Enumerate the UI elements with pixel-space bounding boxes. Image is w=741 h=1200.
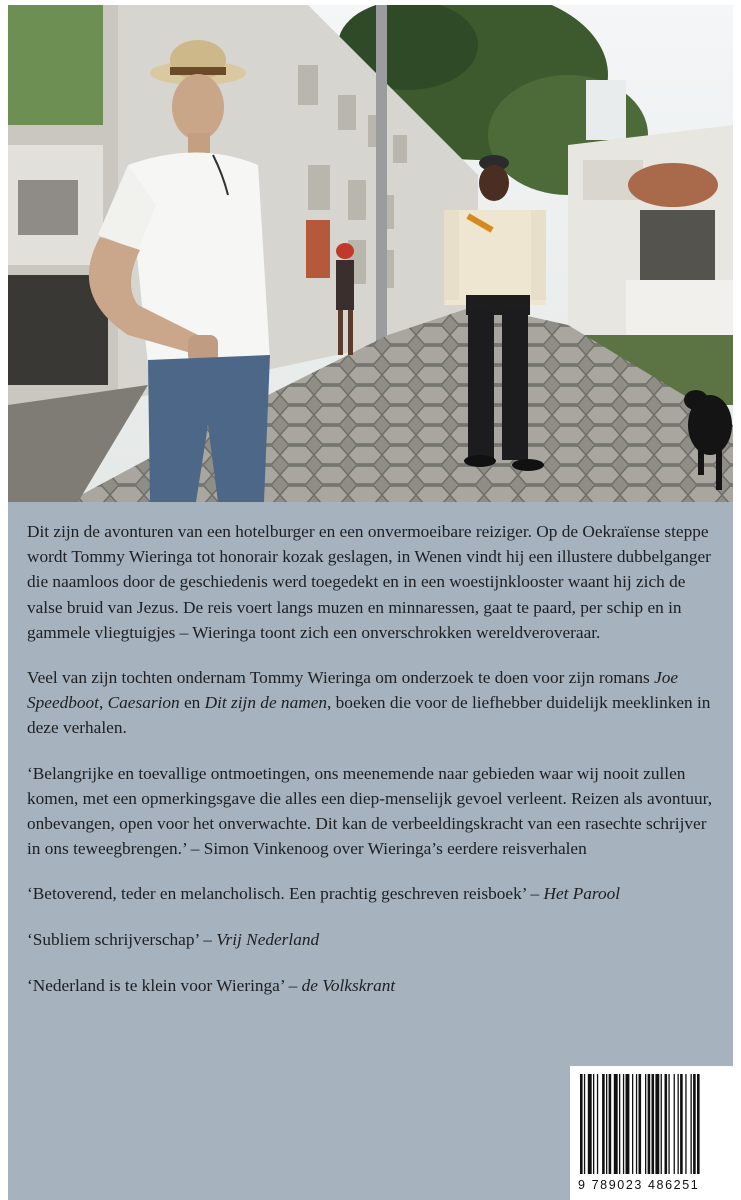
- separator: ,: [99, 693, 108, 713]
- barcode-bar: [580, 1074, 583, 1174]
- barcode-bar: [691, 1074, 692, 1174]
- barcode-bar: [685, 1074, 686, 1174]
- quote-source: de Volkskrant: [301, 975, 396, 995]
- quote-text: ‘Belangrijke en toevallige ontmoetingen, ons meenemende naar gebieden waar wij nooit zullen komen, met een opmerkingsgave die alles een diep-menselijk gevoel verleent. Reizen als avontuur, onbevangen, open voor het onverwachte. Dit kan de verbeeldingskracht van een rasechte schrijver in ons teweegbrengen.’ – Simon Vinkenoog over Wieringa’s eerdere reisverhalen: [27, 763, 713, 859]
- review-quote: [27, 761, 717, 862]
- quote-source: Vrij Nederland: [216, 929, 320, 949]
- barcode-bar: [697, 1074, 700, 1174]
- quote-text: ‘Subliem schrijverschap’ –: [27, 929, 217, 949]
- book-title: Joe Speedboot: [27, 668, 679, 713]
- barcode-bar: [609, 1074, 612, 1174]
- barcode-bar: [623, 1074, 624, 1174]
- barcode-bar: [597, 1074, 598, 1174]
- barcode-bar: [655, 1074, 659, 1174]
- barcode-bar: [668, 1074, 669, 1174]
- quote-source: Het Parool: [543, 884, 621, 904]
- barcode-bar: [614, 1074, 618, 1174]
- barcode-bar: [588, 1074, 592, 1174]
- review-quote: [27, 927, 717, 952]
- blurb-text: Veel van zijn tochten ondernam Tommy Wieringa om onderzoek te doen voor zijn romans: [27, 668, 655, 688]
- barcode-bar: [632, 1074, 633, 1174]
- separator: en: [179, 693, 205, 713]
- barcode-bar: [674, 1074, 675, 1174]
- blurb-text: , boeken die voor de liefhebber duidelijk meeklinken in deze verhalen.: [27, 693, 711, 738]
- barcode-bar: [593, 1074, 594, 1174]
- barcode-bar: [680, 1074, 683, 1174]
- review-quote: [27, 973, 717, 998]
- barcode-bar: [639, 1074, 642, 1174]
- blurb-paragraph-2: [27, 665, 717, 741]
- barcode-bar: [661, 1074, 662, 1174]
- quote-text: ‘Betoverend, teder en melancholisch. Een prachtig geschreven reisboek’ –: [27, 884, 544, 904]
- barcode-bar: [636, 1074, 637, 1174]
- barcode-bar: [652, 1074, 655, 1174]
- barcode-bar: [665, 1074, 668, 1174]
- barcode-bar: [645, 1074, 646, 1174]
- cover-photo: [8, 5, 733, 502]
- review-quote: [27, 881, 717, 906]
- barcode-bar: [648, 1074, 651, 1174]
- back-cover-text: [27, 519, 717, 1019]
- blurb-paragraph-1: Dit zijn de avonturen van een hotelburger en een onvermoeibare reiziger. Op de Oekraïense steppe wordt Tommy Wieringa tot honorair kozak geslagen, in Wenen vindt hij een illustere dubbelganger die naamloos door de geschiedenis werd toegedekt en in een woestijnklooster waant hij zich de valse bruid van Jezus. De reis voert langs muzen en minnaressen, gaat te paard, per schip en in gammele vliegtuigjes – Wieringa toont zich een onverschrokken wereldveroveraar.: [27, 522, 711, 642]
- book-title: Caesarion: [107, 693, 180, 713]
- barcode-bar: [626, 1074, 630, 1174]
- book-title: Dit zijn de namen: [204, 693, 328, 713]
- barcode-bar: [602, 1074, 605, 1174]
- barcode-bar: [619, 1074, 620, 1174]
- barcode-bar: [606, 1074, 607, 1174]
- isbn-number: 9 789023 486251: [578, 1178, 700, 1192]
- barcode-bar: [678, 1074, 679, 1174]
- barcode-bar: [584, 1074, 585, 1174]
- barcode-bar: [693, 1074, 696, 1174]
- quote-text: ‘Nederland is te klein voor Wieringa’ –: [27, 975, 302, 995]
